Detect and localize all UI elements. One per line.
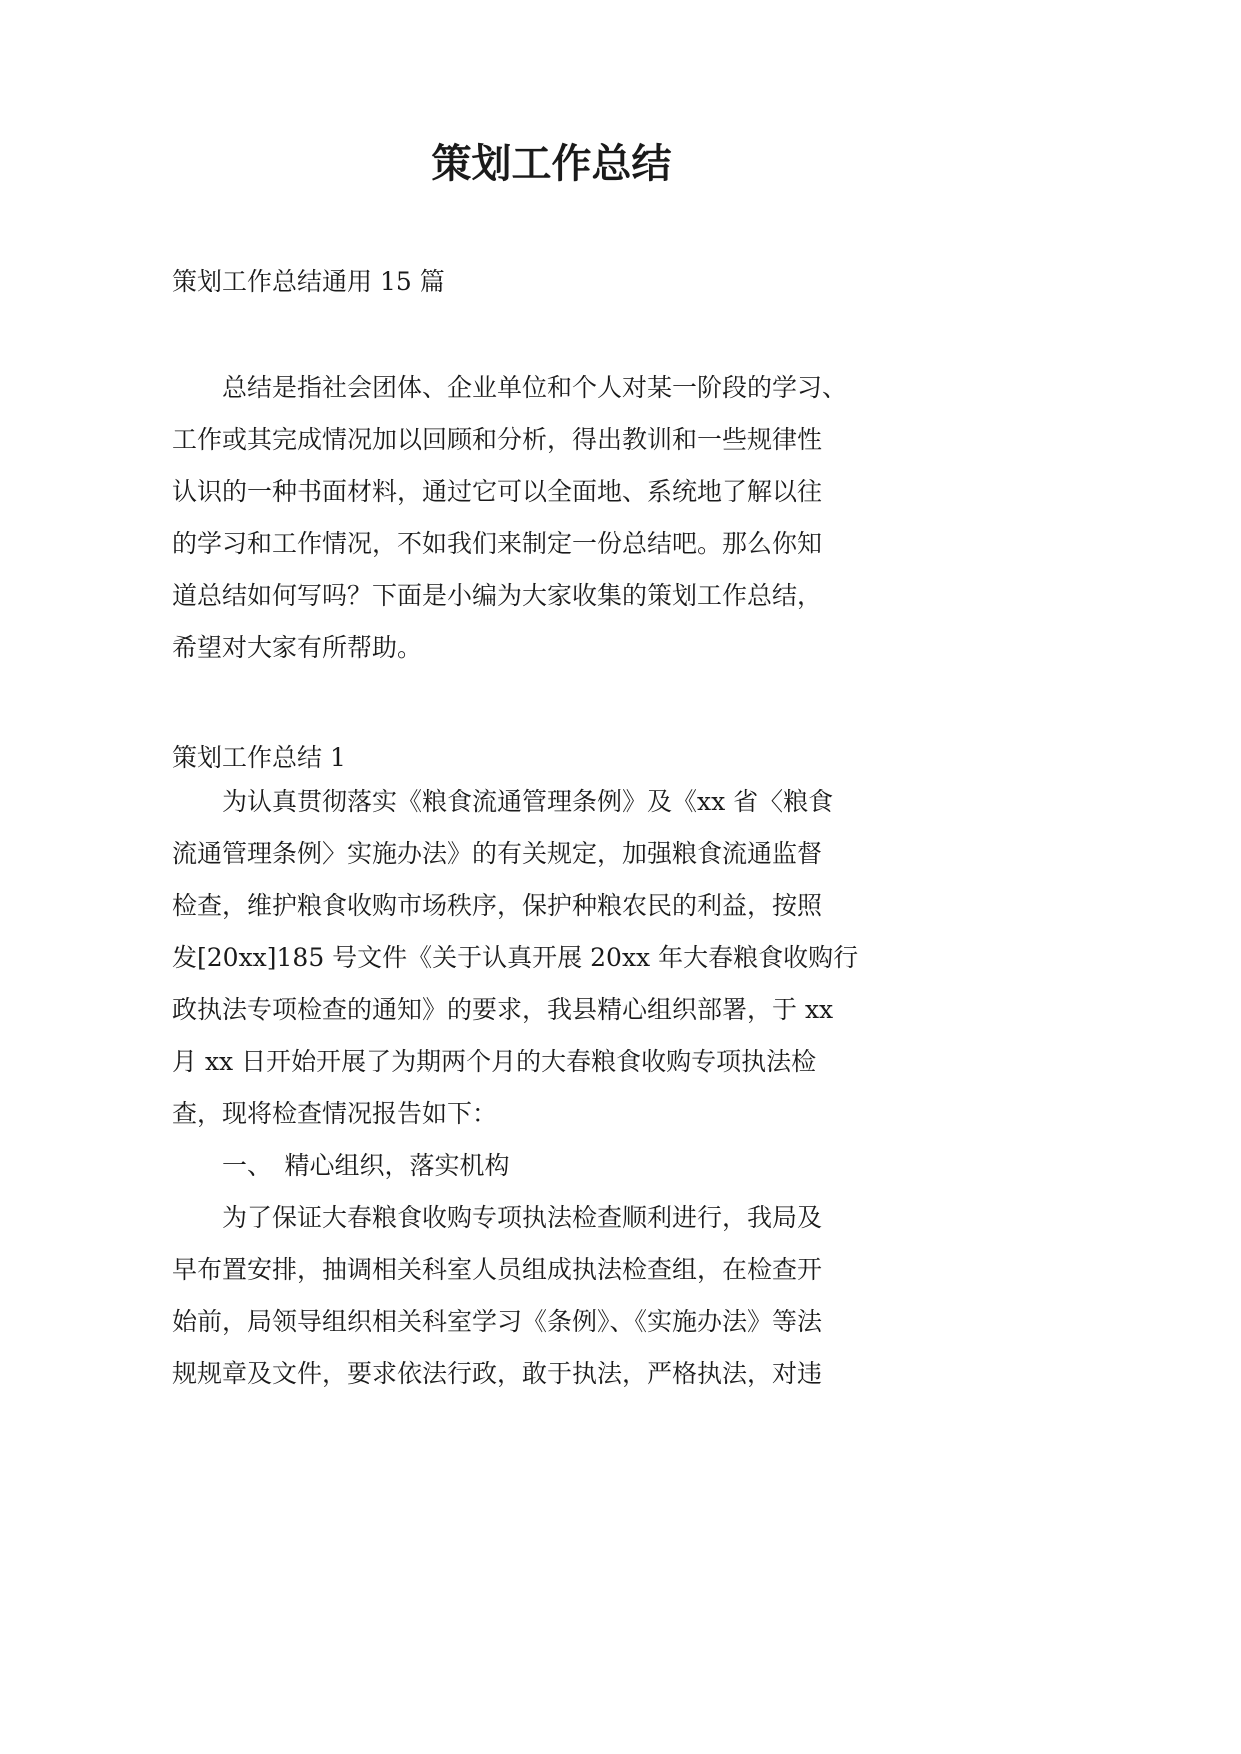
document-title: 策划工作总结 (431, 141, 672, 187)
body-line: 政执法专项检查的通知》的要求，我县精心组织部署，于 xx (172, 995, 834, 1024)
intro-line: 认识的一种书面材料，通过它可以全面地、系统地了解以往 (172, 477, 823, 506)
body-line: 检查，维护粮食收购市场秩序，保护种粮农民的利益，按照 (172, 891, 823, 920)
section-heading: 策划工作总结 1 (172, 743, 346, 772)
body-line: 流通管理条例〉实施办法》的有关规定，加强粮食流通监督 (172, 839, 823, 868)
body-line: 早布置安排，抽调相关科室人员组成执法检查组，在检查开 (172, 1255, 823, 1284)
intro-line: 工作或其完成情况加以回顾和分析，得出教训和一些规律性 (172, 425, 823, 454)
body-line: 为了保证大春粮食收购专项执法检查顺利进行，我局及 (172, 1203, 823, 1232)
document-subtitle: 策划工作总结通用 15 篇 (172, 267, 445, 296)
body-line: 查，现将检查情况报告如下： (172, 1099, 498, 1128)
body-line: 始前，局领导组织相关科室学习《条例》、《实施办法》等法 (172, 1307, 823, 1336)
intro-line: 总结是指社会团体、企业单位和个人对某一阶段的学习、 (172, 373, 848, 402)
subheading-line: 一、 精心组织，落实机构 (172, 1151, 510, 1180)
body-line: 发[20xx]185 号文件《关于认真开展 20xx 年大春粮食收购行 (172, 943, 859, 972)
intro-paragraph (172, 362, 942, 674)
body-line: 为认真贯彻落实《粮食流通管理条例》及《xx 省〈粮食 (172, 787, 834, 816)
intro-line: 的学习和工作情况，不如我们来制定一份总结吧。那么你知 (172, 529, 823, 558)
body-line: 规规章及文件，要求依法行政，敢于执法，严格执法，对违 (172, 1359, 823, 1388)
body-line: 月 xx 日开始开展了为期两个月的大春粮食收购专项执法检 (172, 1047, 817, 1076)
intro-line: 道总结如何写吗？下面是小编为大家收集的策划工作总结， (172, 581, 823, 610)
section-body (172, 776, 942, 1400)
intro-line: 希望对大家有所帮助。 (172, 633, 423, 662)
